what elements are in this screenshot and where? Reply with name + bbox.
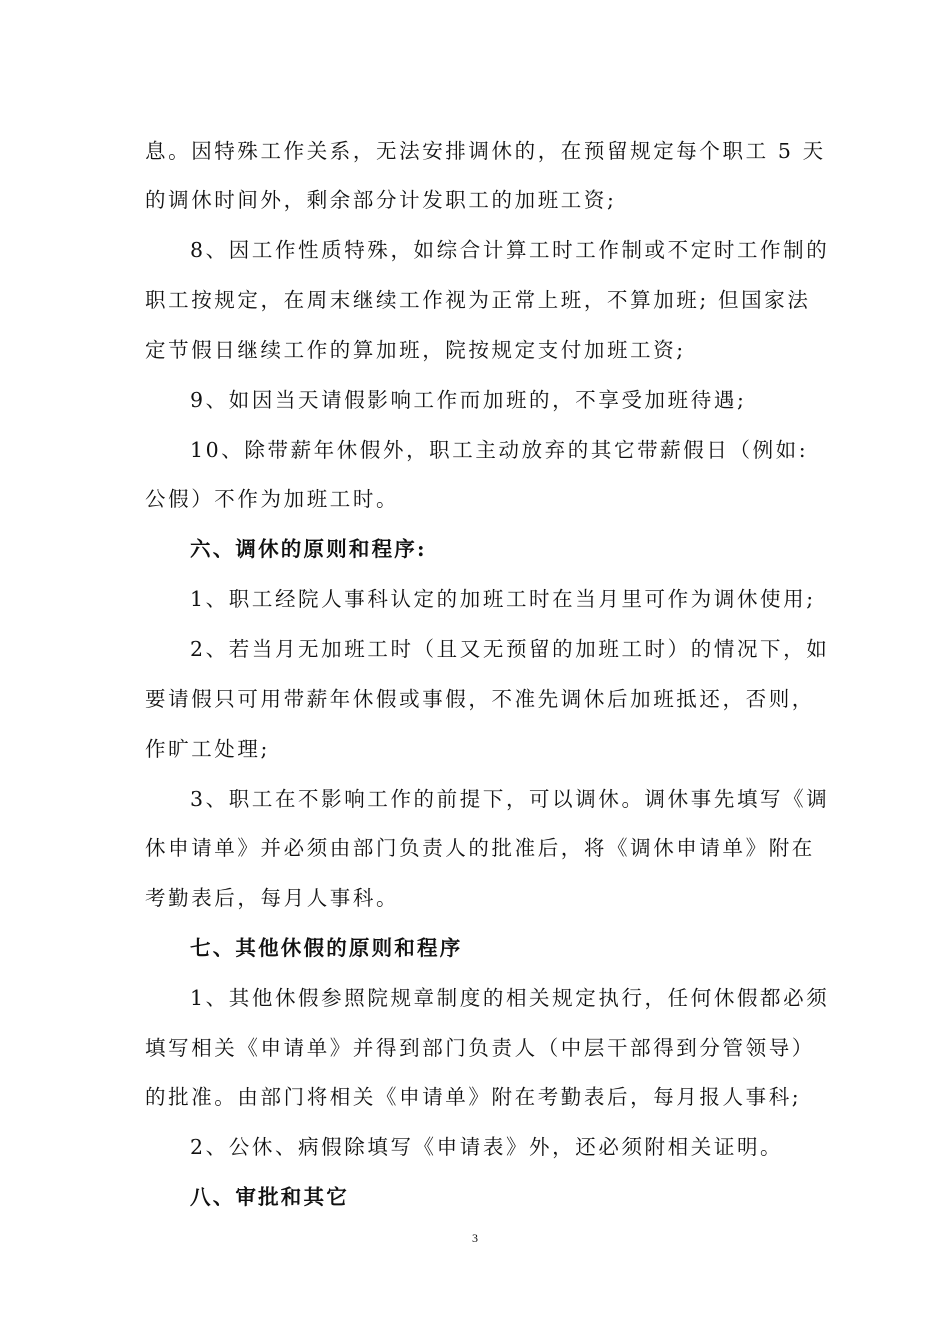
- text-line: 职工按规定，在周末继续工作视为正常上班，不算加班; 但国家法: [145, 288, 811, 312]
- text-line: 定节假日继续工作的算加班，院按规定支付加班工资;: [145, 338, 686, 362]
- text-line: 填写相关《申请单》并得到部门负责人（中层干部得到分管领导）: [145, 1036, 815, 1060]
- text-line: 2、公休、病假除填写《申请表》外，还必须附相关证明。: [190, 1135, 784, 1159]
- text-line: 8、因工作性质特殊，如综合计算工时工作制或不定时工作制的: [190, 238, 830, 262]
- section-heading: 八、审批和其它: [190, 1185, 349, 1209]
- text-line: 作旷工处理;: [145, 737, 271, 761]
- text-line: 公假）不作为加班工时。: [145, 487, 400, 511]
- text-line: 2、若当月无加班工时（且又无预留的加班工时）的情况下，如: [190, 637, 830, 661]
- text-line: 息。因特殊工作关系，无法安排调休的，在预留规定每个职工 5 天: [145, 139, 826, 163]
- text-line: 的批准。由部门将相关《申请单》附在考勤表后，每月报人事科;: [145, 1085, 802, 1109]
- text-line: 3、职工在不影响工作的前提下，可以调休。调休事先填写《调: [190, 787, 830, 811]
- page-number: 3: [472, 1231, 478, 1245]
- section-heading: 六、调休的原则和程序:: [190, 537, 427, 561]
- text-line: 9、如因当天请假影响工作而加班的，不享受加班待遇;: [190, 388, 747, 412]
- text-line: 考勤表后，每月人事科。: [145, 886, 400, 910]
- section-heading: 七、其他休假的原则和程序: [190, 936, 463, 960]
- text-line: 1、其他休假参照院规章制度的相关规定执行，任何休假都必须: [190, 986, 830, 1010]
- text-line: 1、职工经院人事科认定的加班工时在当月里可作为调休使用;: [190, 587, 816, 611]
- text-line: 10、除带薪年休假外，职工主动放弃的其它带薪假日（例如:: [190, 438, 809, 462]
- text-line: 的调休时间外，剩余部分计发职工的加班工资;: [145, 188, 617, 212]
- text-line: 要请假只可用带薪年休假或事假，不准先调休后加班抵还，否则，: [145, 687, 815, 711]
- text-line: 休申请单》并必须由部门负责人的批准后，将《调休申请单》附在: [145, 836, 815, 860]
